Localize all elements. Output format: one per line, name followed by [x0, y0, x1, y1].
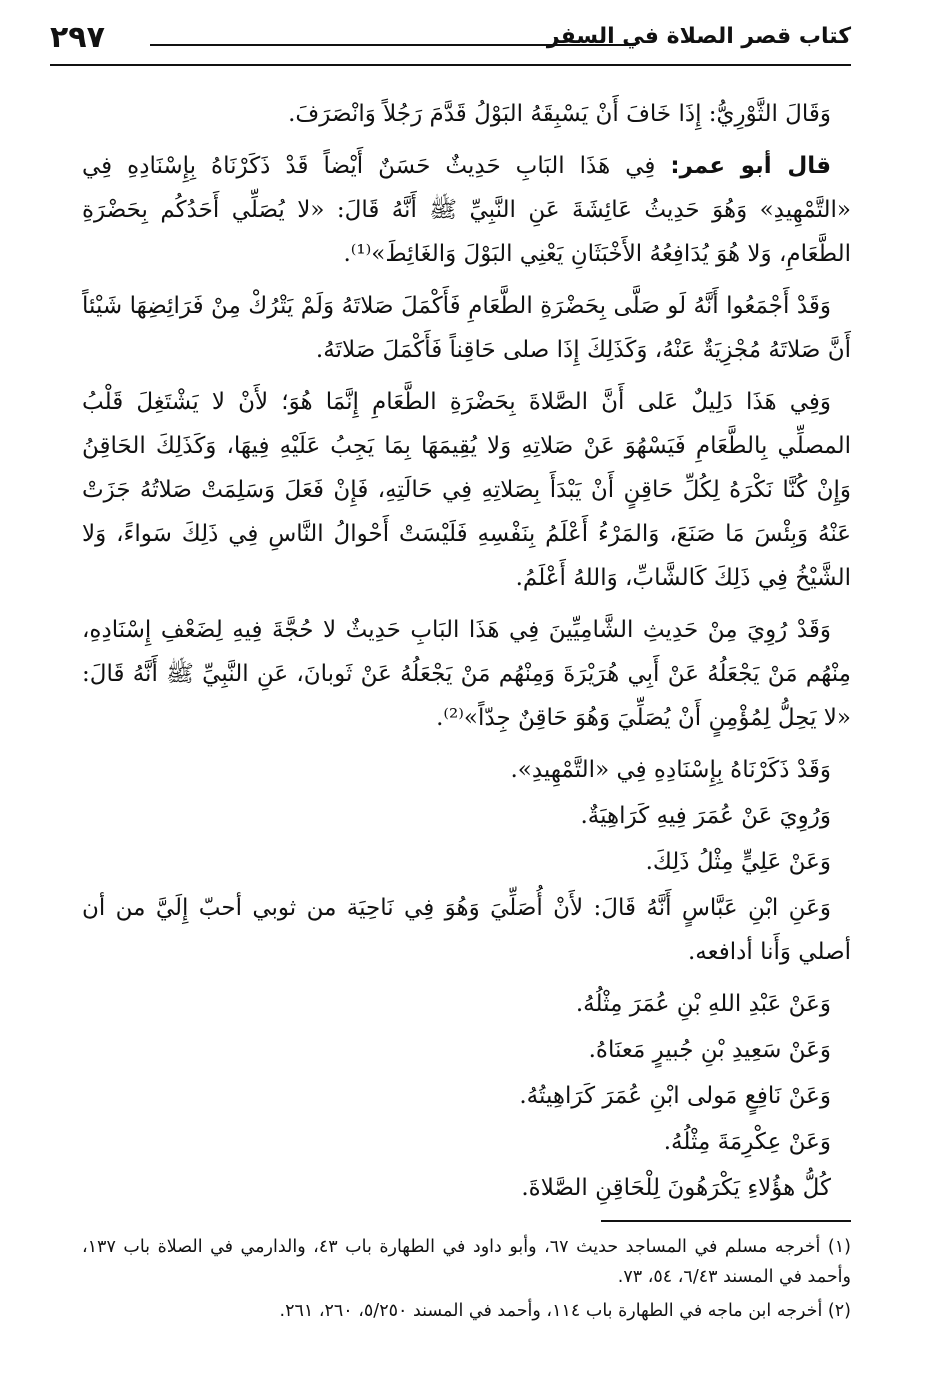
paragraph: وَعَنْ عَلِيٍّ مِثْلُ ذَلِكَ. — [645, 849, 831, 875]
footnote-separator — [601, 1220, 851, 1222]
footnotes — [82, 1232, 851, 1330]
speaker-label: قال أبو عمر: — [670, 153, 832, 179]
paragraph: وَفِي هَذَا دَلِيلٌ عَلى أَنَّ الصَّلاةَ بِحَضْرَةِ الطَّعَامِ إِنَّمَا هُوَ؛ لأَنْ لا يَشْتَغِلَ قَلْبُ المصلِّي بِالطَّعَامِ فَيَسْهُوَ عَنْ صَلاتِهِ وَلا يُقِيمَهَا بِمَا يَجِبُ عَلَيْهِ فِيهَا، وَكَذَلِكَ الحَاقِنُ وَإِنْ كُنَّا نَكْرَهُ لِكُلِّ حَاقِنٍ أَنْ يَبْدَأَ بِصَلاتِهِ فِي حَالَتِهِ، فَإِنْ فَعَلَ وَسَلِمَتْ صَلاتُهُ جَزَتْ عَنْهُ وَبِئْسَ مَا صَنَعَ، وَالمَرْءُ أَعْلَمُ بِنَفْسِهِ فَلَيْسَتْ أَحْوالُ النَّاسِ فِي ذَلِكَ سَواءً، وَلا الشَّيْخُ فِي ذَلِكَ كَالشَّابِّ، وَاللهُ أَعْلَمُ. — [82, 389, 851, 591]
paragraph: وَقَدْ أَجْمَعُوا أَنَّهُ لَو صَلَّى بِحَضْرَةِ الطَّعَامِ فَأَكْمَلَ صَلاتَهُ وَلَمْ يَتْرُكْ مِنْ فَرَائِضِهَا شَيْئاً أَنَّ صَلاتَهُ مُجْزِيَةٌ عَنْهُ، وَكَذَلِكَ إِذَا صلى حَاقِناً فَأَكْمَلَ صَلاتَهُ. — [82, 293, 851, 363]
footnote: (١) أخرجه مسلم في المساجد حديث ٦٧، وأبو داود في الطهارة باب ٤٣، والدارمي في الصلاة باب ١٣٧، وأحمد في المسند ٦/٤٣، ٥٤، ٧٣. — [82, 1237, 851, 1287]
paragraph: وَقَالَ الثَّوْرِيُّ: إِذَا خَافَ أَنْ يَسْبِقَهُ البَوْلُ قَدَّمَ رَجُلاً وَانْصَرَفَ. — [288, 101, 831, 127]
header-rule — [50, 64, 851, 66]
page-header — [50, 20, 851, 60]
page-number: ٢٩٧ — [50, 20, 105, 55]
paragraph: وَقَدْ ذَكَرْنَاهُ بِإِسْنَادِهِ فِي «التَّمْهِيدِ». — [510, 757, 831, 783]
main-text — [82, 92, 851, 1212]
paragraph: وَعَنْ عِكْرِمَةَ مِثْلُهُ. — [663, 1129, 831, 1155]
paragraph: وَرُوِيَ عَنْ عُمَرَ فِيهِ كَرَاهِيَةٌ. — [580, 803, 831, 829]
running-title: كتاب قصر الصلاة في السفر — [546, 24, 851, 49]
footnote: (٢) أخرجه ابن ماجه في الطهارة باب ١١٤، وأحمد في المسند ٥/٢٥٠، ٢٦٠، ٢٦١. — [279, 1301, 851, 1321]
paragraph: وَعَنْ عَبْدِ اللهِ بْنِ عُمَرَ مِثْلُهُ. — [575, 991, 831, 1017]
paragraph: وَعَنْ سَعِيدِ بْنِ جُبيرٍ مَعنَاهُ. — [588, 1037, 831, 1063]
paragraph: وَعَنِ ابْنِ عَبَّاسٍ أَنَّهُ قَالَ: لأَنْ أُصَلِّيَ وَهُوَ فِي نَاحِيَة من ثوبي أحبّ إِلَيَّ من أن أصلي وَأَنا أدافعه. — [82, 895, 851, 965]
paragraph-text: فِي هَذَا البَابِ حَدِيثٌ حَسَنٌ أَيْضاً قَدْ ذَكَرْنَاهُ بِإِسْنَادِهِ فِي «التَّمْهِيدِ» وَهُوَ حَدِيثُ عَائِشَةَ عَنِ النَّبِيِّ ﷺ أَنَّهُ قَالَ: «لا يُصَلِّي أَحَدُكُم بِحَضْرَةِ الطَّعَامِ، وَلا هُوَ يُدَافِعُهُ الأَخْبَثَانِ يَعْنِي البَوْلَ وَالغَائِطَ»⁽¹⁾. — [82, 153, 851, 267]
paragraph: كُلُّ هؤُلاءِ يَكْرَهُونَ لِلْحَاقِنِ الصَّلاةَ. — [521, 1175, 831, 1201]
paragraph — [82, 144, 851, 276]
header-line — [150, 44, 636, 46]
paragraph: وَقَدْ رُوِيَ مِنْ حَدِيثِ الشَّامِيِّينَ فِي هَذَا البَابِ حَدِيثٌ لا حُجَّةَ فِيهِ لِضَعْفِ إِسْنَادِهِ، مِنْهُم مَنْ يَجْعَلُهُ عَنْ أَبِي هُرَيْرَةَ وَمِنْهُم مَنْ يَجْعَلُهُ عَنْ ثَوبانَ، عَنِ النَّبِيِّ ﷺ أَنَّهُ قَالَ: «لا يَحِلُّ لِمُؤْمِنٍ أَنْ يُصَلِّيَ وَهُوَ حَاقِنٌ جِدّاً»⁽²⁾. — [82, 617, 851, 731]
paragraph: وَعَنْ نَافِعٍ مَولى ابْنِ عُمَرَ كَرَاهِيتُهُ. — [519, 1083, 831, 1109]
